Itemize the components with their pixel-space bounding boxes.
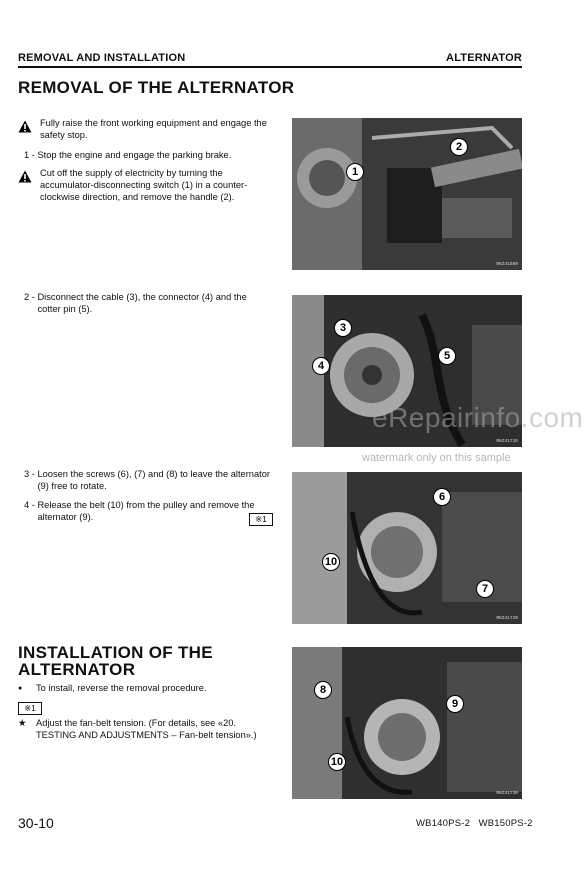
photo-code: RKZ41720 [496, 616, 518, 621]
warning-text-2: Cut off the supply of electricity by turning the accumulator-disconnecting switch (1) in a counter-clockwise direction, and remove the handle (2). [40, 168, 248, 202]
watermark-site: eRepairinfo.com [372, 402, 584, 433]
bullet-icon: ● [18, 685, 23, 692]
callout-8: 8 [314, 681, 332, 699]
step-2 [24, 292, 272, 316]
star-note [18, 718, 272, 742]
warning-triangle-icon [18, 170, 32, 183]
callout-7: 7 [476, 580, 494, 598]
callout-2: 2 [450, 138, 468, 156]
callout-6: 6 [433, 488, 451, 506]
reference-mark: ※1 [249, 513, 273, 526]
running-header-left: REMOVAL AND INSTALLATION [18, 52, 186, 64]
step-text: Release the belt (10) from the pulley and remove the alternator (9). [37, 500, 255, 522]
photo-battery-switch [292, 118, 522, 270]
step-text: Loosen the screws (6), (7) and (8) to leave the alternator (9) free to rotate. [37, 469, 270, 491]
callout-9: 9 [446, 695, 464, 713]
warning-triangle-icon [18, 120, 32, 133]
star-icon: ★ [18, 718, 27, 728]
bullet-item [18, 683, 272, 695]
running-header-right: ALTERNATOR [446, 52, 522, 64]
page-number: 30-10 [18, 815, 54, 831]
callout-3: 3 [334, 319, 352, 337]
bullet-text: To install, reverse the removal procedure. [36, 683, 207, 693]
photo-code: RKZ41560 [496, 262, 518, 267]
reference-mark: ※1 [18, 702, 42, 715]
callout-1: 1 [346, 163, 364, 181]
watermark-note: watermark only on this sample [362, 452, 511, 464]
model-codes: WB140PS-2 WB150PS-2 [416, 818, 533, 829]
step-text: Disconnect the cable (3), the connector (4) and the cotter pin (5). [37, 292, 247, 314]
callout-5: 5 [438, 347, 456, 365]
callout-10: 10 [328, 753, 346, 771]
step-number: 1 - [24, 150, 35, 160]
step-3 [24, 469, 272, 493]
callout-4: 4 [312, 357, 330, 375]
step-1 [24, 150, 272, 162]
star-note-text: Adjust the fan-belt tension. (For details, see «20. TESTING AND ADJUSTMENTS – Fan-belt tension».) [36, 718, 257, 740]
step-4 [24, 500, 272, 524]
photo-alternator-installed [292, 647, 522, 799]
callout-10: 10 [322, 553, 340, 571]
photo-code: RKZ41710 [496, 439, 518, 444]
warning-text-1: Fully raise the front working equipment and engage the safety stop. [40, 118, 267, 140]
installation-title: INSTALLATION OF THE ALTERNATOR [18, 643, 213, 679]
step-number: 4 - [24, 500, 35, 510]
step-text: Stop the engine and engage the parking brake. [37, 150, 232, 160]
step-number: 3 - [24, 469, 35, 479]
step-number: 2 - [24, 292, 35, 302]
photo-code: RKZ41730 [496, 791, 518, 796]
photo-alternator-screws [292, 472, 522, 624]
header-rule [18, 66, 522, 68]
removal-title: REMOVAL OF THE ALTERNATOR [18, 78, 295, 97]
